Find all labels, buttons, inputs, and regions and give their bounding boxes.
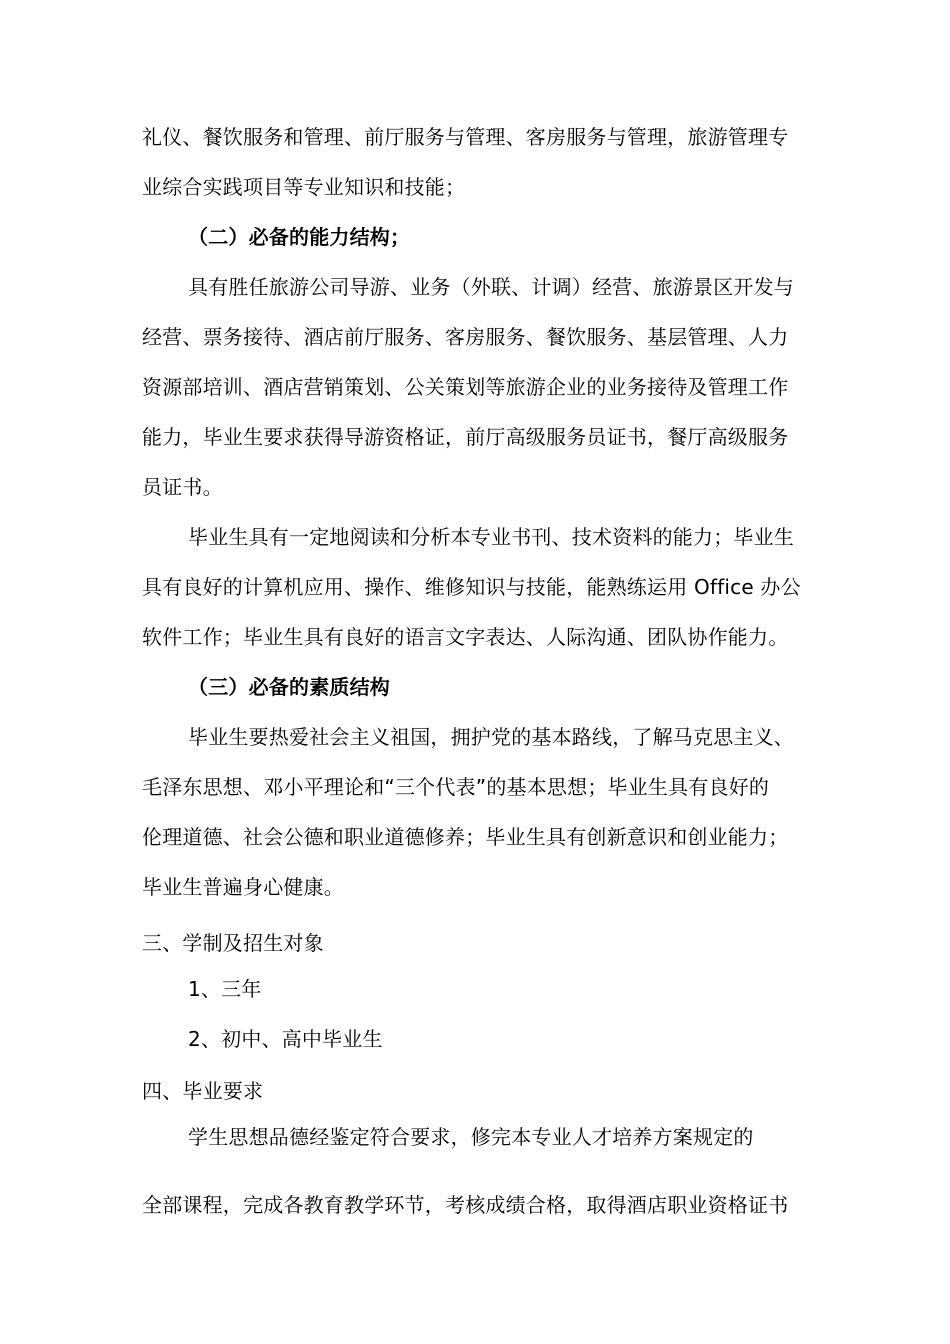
section-heading-ability: （二）必备的能力结构； xyxy=(188,225,411,249)
paragraph-line: 礼仪、餐饮服务和管理、前厅服务与管理、客房服务与管理，旅游管理专 xyxy=(142,125,789,149)
paragraph-line: 资源部培训、酒店营销策划、公关策划等旅游企业的业务接待及管理工作 xyxy=(142,375,789,399)
paragraph-line: 业综合实践项目等专业知识和技能； xyxy=(142,175,466,199)
paragraph-line: 全部课程，完成各教育教学环节，考核成绩合格，取得酒店职业资格证书 xyxy=(142,1193,789,1217)
section-heading-quality: （三）必备的素质结构 xyxy=(188,675,390,699)
section-heading-graduation: 四、毕业要求 xyxy=(142,1079,264,1103)
paragraph-line: 员证书。 xyxy=(142,475,223,499)
paragraph-line: 伦理道德、社会公德和职业道德修养；毕业生具有创新意识和创业能力； xyxy=(142,825,789,849)
list-item: 1、三年 xyxy=(188,977,262,1001)
paragraph-line: 能力，毕业生要求获得导游资格证，前厅高级服务员证书，餐厅高级服务 xyxy=(142,425,789,449)
paragraph-line: 毛泽东思想、邓小平理论和“三个代表”的基本思想；毕业生具有良好的 xyxy=(142,775,770,799)
paragraph-line: 毕业生要热爱社会主义祖国，拥护党的基本路线，了解马克思主义、 xyxy=(188,725,794,749)
list-item: 2、初中、高中毕业生 xyxy=(188,1027,383,1051)
paragraph-line: 经营、票务接待、酒店前厅服务、客房服务、餐饮服务、基层管理、人力 xyxy=(142,325,789,349)
paragraph-line: 毕业生普遍身心健康。 xyxy=(142,875,344,899)
paragraph-line: 毕业生具有一定地阅读和分析本专业书刊、技术资料的能力；毕业生 xyxy=(188,525,794,549)
paragraph-line: 具有良好的计算机应用、操作、维修知识与技能，能熟练运用 Office 办公 xyxy=(142,575,801,599)
paragraph-line: 学生思想品德经鉴定符合要求，修完本专业人才培养方案规定的 xyxy=(188,1125,754,1149)
section-heading-education-system: 三、学制及招生对象 xyxy=(142,931,324,955)
paragraph-line: 具有胜任旅游公司导游、业务（外联、计调）经营、旅游景区开发与 xyxy=(188,275,794,299)
paragraph-line: 软件工作；毕业生具有良好的语言文字表达、人际沟通、团队协作能力。 xyxy=(142,625,789,649)
